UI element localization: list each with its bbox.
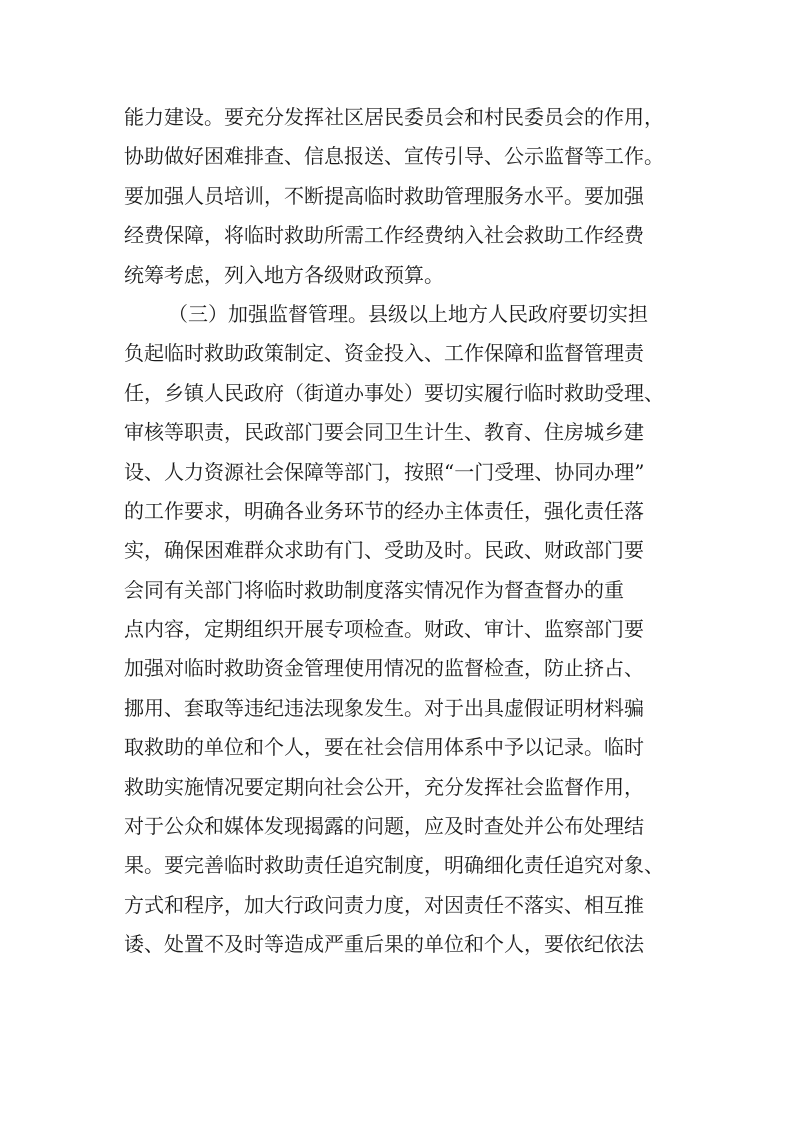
text-line: 对于公众和媒体发现揭露的问题，应及时查处并公布处理结 bbox=[124, 814, 644, 839]
text-line: 点内容，定期组织开展专项检查。财政、审计、监察部门要 bbox=[124, 617, 644, 642]
text-line: 要加强人员培训，不断提高临时救助管理服务水平。要加强 bbox=[124, 183, 644, 208]
text-line: 统筹考虑，列入地方各级财政预算。 bbox=[124, 262, 444, 287]
text-line: 救助实施情况要定期向社会公开，充分发挥社会监督作用， bbox=[124, 774, 644, 799]
text-line: 取救助的单位和个人，要在社会信用体系中予以记录。临时 bbox=[124, 735, 644, 760]
body-text bbox=[124, 98, 684, 965]
text-line: 加强对临时救助资金管理使用情况的监督检查，防止挤占、 bbox=[124, 656, 644, 681]
text-line: 协助做好困难排查、信息报送、宣传引导、公示监督等工作。 bbox=[124, 144, 664, 169]
text-line: 经费保障，将临时救助所需工作经费纳入社会救助工作经费 bbox=[124, 223, 644, 248]
text-line: 审核等职责，民政部门要会同卫生计生、教育、住房城乡建 bbox=[124, 420, 644, 445]
text-line: 能力建设。要充分发挥社区居民委员会和村民委员会的作用， bbox=[124, 105, 664, 129]
text-line: 的工作要求，明确各业务环节的经办主体责任，强化责任落 bbox=[124, 498, 644, 523]
text-line: 会同有关部门将临时救助制度落实情况作为督查督办的重 bbox=[124, 577, 624, 602]
text-line: 果。要完善临时救助责任追究制度，明确细化责任追究对象、 bbox=[124, 853, 664, 878]
text-line: 方式和程序，加大行政问责力度，对因责任不落实、相互推 bbox=[124, 892, 644, 917]
text-line: 任，乡镇人民政府（街道办事处）要切实履行临时救助受理、 bbox=[124, 380, 664, 405]
text-line: 设、人力资源社会保障等部门，按照“一门受理、协同办理” bbox=[124, 459, 645, 484]
text-line: 实，确保困难群众求助有门、受助及时。民政、财政部门要 bbox=[124, 538, 644, 563]
text-line: 挪用、套取等违纪违法现象发生。对于出具虚假证明材料骗 bbox=[124, 695, 644, 720]
section-heading-line: （三）加强监督管理。县级以上地方人民政府要切实担 bbox=[168, 301, 648, 326]
text-line: 诿、处置不及时等造成严重后果的单位和个人，要依纪依法 bbox=[124, 932, 644, 957]
text-line: 负起临时救助政策制定、资金投入、工作保障和监督管理责 bbox=[124, 341, 644, 366]
